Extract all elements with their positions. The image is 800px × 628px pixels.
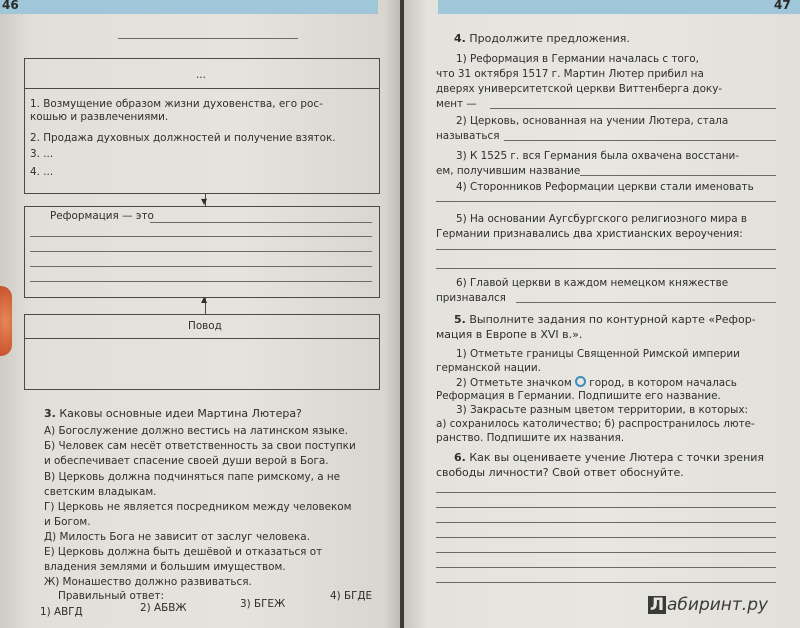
cause-line: кошью и развлечениями. [30,111,169,123]
option-line: Ж) Монашество должно развиваться. [44,576,252,588]
question-6-text-2: свободы личности? Свой ответ обоснуйте. [436,466,684,479]
question-5-title-2: мация в Европе в XVI в.». [436,328,583,341]
answer-line [504,140,776,141]
marker-text-a: 2) Отметьте значком [456,377,572,389]
thumb [0,286,12,356]
text-line: что 31 октября 1517 г. Мартин Лютер прибил на [436,68,704,80]
option-line: А) Богослужение должно вестись на латинском языке. [44,425,348,437]
answer-line [436,552,776,553]
answer-choice: 3) БГЕЖ [240,598,286,610]
answer-line [436,249,776,250]
answer-line [436,537,776,538]
cause-line: 3. ... [30,148,54,160]
watermark-text: абиринт.ру [667,595,769,615]
question-5-number: 5. [454,313,466,326]
text-line: ранство. Подпишите их названия. [436,432,625,444]
answer-choice: 4) БГДЕ [330,590,373,602]
question-4-number: 4. [454,32,466,45]
marker-text-b: город, в котором началась [589,377,737,389]
text-line: Германии признавались два христианских вероучения: [436,228,743,240]
option-line: Б) Человек сам несёт ответственность за свои поступки [44,440,356,452]
cause-line: 2. Продажа духовных должностей и получение взяток. [30,132,336,144]
question-4 [454,33,630,46]
option-line: В) Церковь должна подчиняться папе римскому, а не [44,471,341,483]
option-line: светским владыкам. [44,486,157,498]
question-6 [454,452,764,465]
answer-line [516,302,776,303]
answer-prompt: Правильный ответ: [58,590,164,602]
answer-choice: 2) АБВЖ [140,602,187,614]
page-number-right: 47 [774,0,791,12]
answer-line [436,268,776,269]
text-line: 1) Отметьте границы Священной Римской империи [456,348,740,360]
text-line: 6) Главой церкви в каждом немецком княжестве [456,277,729,289]
answer-line [30,266,372,267]
question-5-title-1: Выполните задания по контурной карте «Рефор- [469,313,756,326]
answer-line [436,507,776,508]
answer-line [436,567,776,568]
text-line: называться [436,130,500,142]
header-band [0,0,378,14]
city-marker-icon [575,376,586,387]
cause-line: 1. Возмущение образом жизни духовенства, его рос- [30,98,323,110]
definition-box-title: Реформация — это [50,210,154,222]
text-line: а) сохранилось католичество; б) распространилось люте- [436,418,755,430]
cause-box-title: Повод [188,320,222,332]
answer-line [30,236,372,237]
text-line: 3) К 1525 г. вся Германия была охвачена восстани- [456,150,740,162]
text-line: 5) На основании Аугсбургского религиозного мира в [456,213,747,225]
answer-line [436,582,776,583]
cause-line: 4. ... [30,166,54,178]
option-line: и Богом. [44,516,91,528]
arrowhead-down-icon: ▼ [201,197,208,206]
text-line: 3) Закрасьте разным цветом территории, в которых: [456,404,749,416]
option-line: и обеспечивает спасение своей души верой в Бога. [44,455,329,467]
answer-line [490,108,776,109]
question-3-number: 3. [44,407,56,420]
question-3-text: Каковы основные идеи Мартина Лютера? [59,407,302,420]
causes-box-separator [24,88,380,89]
text-line: дверях университетской церкви Виттенберга доку- [436,83,723,95]
cause-box-separator [24,338,380,339]
question-4-title: Продолжите предложения. [469,32,630,45]
question-5 [454,314,756,327]
answer-line [436,201,776,202]
question-6-text-1: Как вы оцениваете учение Лютера с точки зрения [469,451,765,464]
arrowhead-up-icon: ▲ [201,295,208,304]
watermark-logo: Л [649,595,665,615]
question-3 [44,408,302,421]
text-line: ем, получившим название [436,165,581,177]
page-number-left: 46 [2,0,19,12]
answer-line [150,222,372,223]
answer-choice: 1) АВГД [40,606,83,618]
answer-line [436,522,776,523]
option-line: Д) Милость Бога не зависит от заслуг человека. [44,531,310,543]
text-line: 2) Церковь, основанная на учении Лютера, стала [456,115,729,127]
answer-line [30,251,372,252]
text-line: германской нации. [436,362,541,374]
text-line: мент — [436,98,477,110]
question-6-number: 6. [454,451,466,464]
text-line: Реформация в Германии. Подпишите его название. [436,390,721,402]
option-line: владения землями и большим имуществом. [44,561,286,573]
right-page [404,0,800,628]
text-line: 1) Реформация в Германии началась с того, [456,53,699,65]
answer-line [30,281,372,282]
text-line [456,376,737,390]
text-line: признавался [436,292,506,304]
text-line: 4) Сторонников Реформации церкви стали именовать [456,181,754,193]
option-line: Г) Церковь не является посредником между человеком [44,501,352,513]
option-line: Е) Церковь должна быть дешёвой и отказаться от [44,546,323,558]
header-band [438,0,800,14]
answer-line [436,492,776,493]
title-blank-line [118,38,298,39]
answer-line [580,175,776,176]
watermark [648,595,768,615]
causes-box-title: ... [196,69,206,81]
